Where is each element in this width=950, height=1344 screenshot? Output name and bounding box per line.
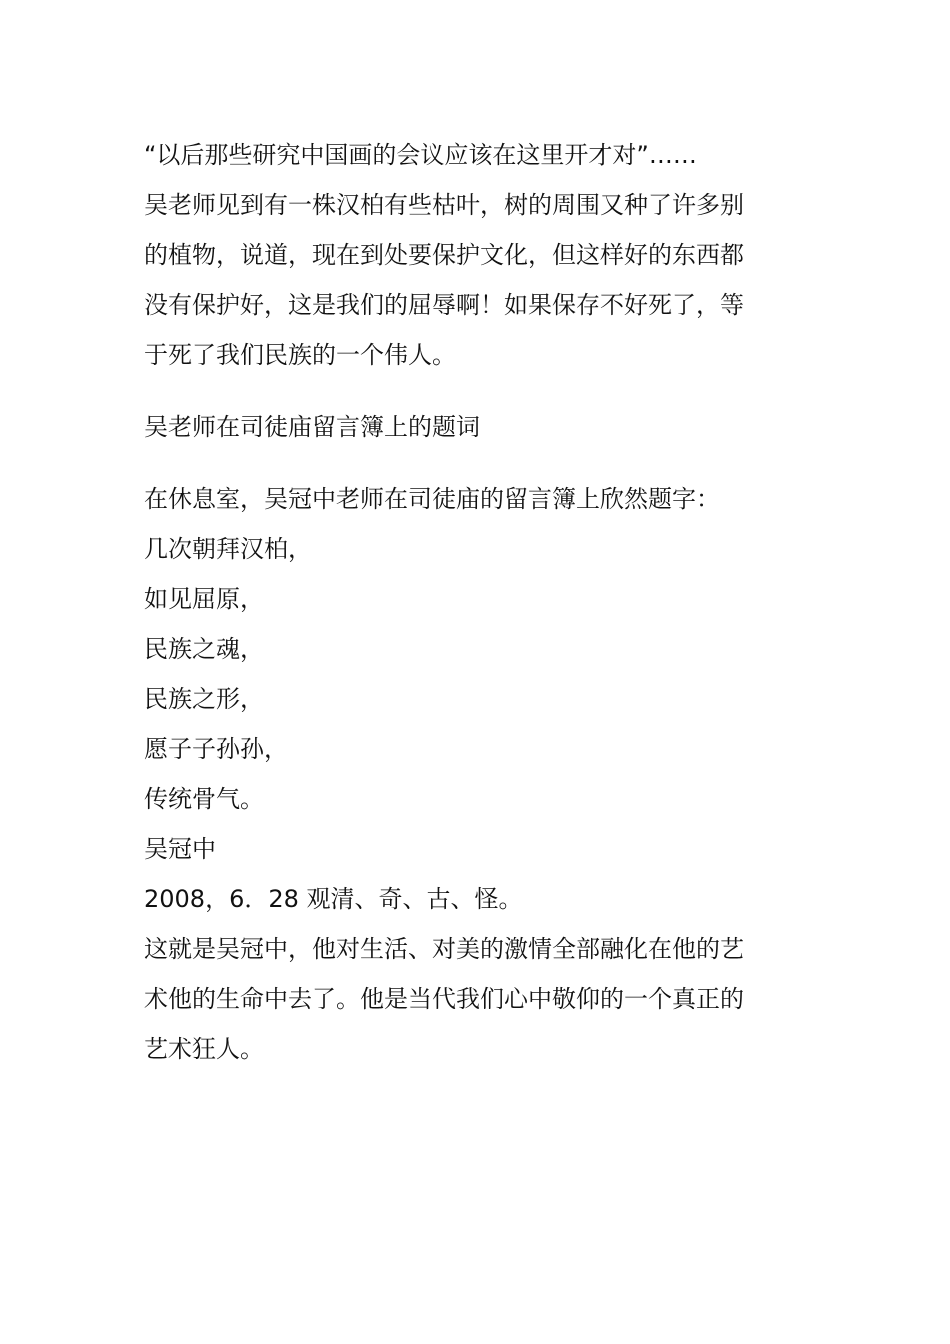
paragraph-line: 于死了我们民族的一个伟人。	[144, 341, 456, 369]
poem-line: 愿子子孙孙，	[144, 735, 288, 763]
section-heading: 吴老师在司徒庙留言簿上的题词	[144, 413, 480, 441]
poem-line: 民族之形，	[144, 685, 264, 713]
paragraph-line: 的植物，说道，现在到处要保护文化，但这样好的东西都	[144, 241, 744, 269]
poem-line: 如见屈原，	[144, 585, 264, 613]
spacer	[144, 380, 794, 402]
closing-line: 术他的生命中去了。他是当代我们心中敬仰的一个真正的	[144, 985, 744, 1013]
paragraph-line: 吴老师见到有一株汉柏有些枯叶，树的周围又种了许多别	[144, 191, 744, 219]
spacer	[144, 452, 794, 474]
inscription-intro: 在休息室，吴冠中老师在司徒庙的留言簿上欣然题字：	[144, 485, 720, 513]
poem-line: 传统骨气。	[144, 785, 264, 813]
paragraph-line: “以后那些研究中国画的会议应该在这里开才对”……	[144, 141, 697, 169]
closing-line: 这就是吴冠中，他对生活、对美的激情全部融化在他的艺	[144, 935, 744, 963]
poem-line: 几次朝拜汉柏，	[144, 535, 312, 563]
closing-line: 艺术狂人。	[144, 1035, 264, 1063]
poem-line: 民族之魂，	[144, 635, 264, 663]
paragraph-line: 没有保护好，这是我们的屈辱啊！如果保存不好死了，等	[144, 291, 744, 319]
signature: 吴冠中	[144, 835, 216, 863]
document-page	[144, 130, 794, 1074]
date-line: 2008，6．28 观清、奇、古、怪。	[144, 885, 523, 913]
